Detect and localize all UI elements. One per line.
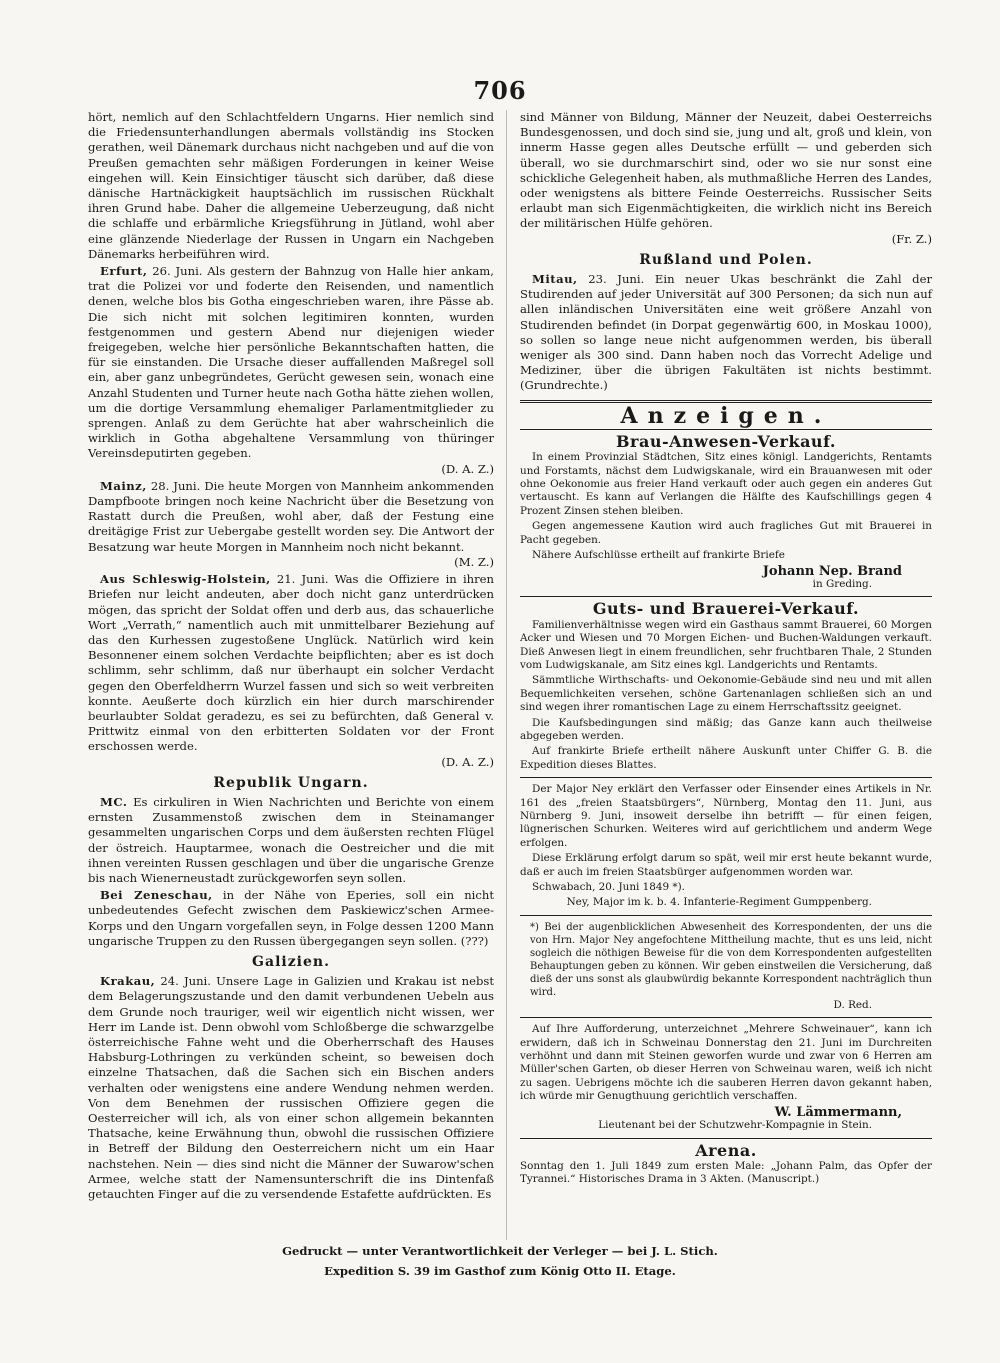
ad-signer: Johann Nep. Brand bbox=[762, 563, 902, 579]
article-erfurt-body: 26. Juni. Als gestern der Bahnzug von Halle hier ankam, trat die Polizei vor und foderte den Reisenden, und namentlich denen, welche blos bis Gotha eingeschrieben waren, ihre Pässe ab. Die sich nicht mit solchen legitimiren konnten, wurden festgenommen und gestern Abend nur diejenigen wieder freigegeben, welche hier persönliche Bekanntschaften hatten, die für sie einstanden. Die Ursache dieser auffallenden Maßregel soll ein, aber ganz unbegründetes, Gerücht gewesen sein, wonach eine Anzahl Studenten und Turner heute nach Gotha hätte ziehen wollen, um die dortige Versammlung ehemaliger Parlamentmitglieder zu sprengen. Anlaß zu dem Gerüchte hat aber wahrscheinlich die wirklich in Gotha abgehaltene Versammlung von thüringer Vereinsdeputirten gegeben. bbox=[88, 264, 494, 461]
column-divider bbox=[506, 110, 507, 1240]
divider bbox=[520, 915, 932, 916]
section-heading-ungarn: Republik Ungarn. bbox=[213, 774, 369, 791]
article-mc-body: Es cirkuliren in Wien Nachrichten und Berichte von einem ernsten Zusammenstoß zwischen dem in Steinamanger gesammelten ungarischen Corps und dem äußersten rechten Flügel der östreich. Hauptarmee, wonach die Oestreicher und die mit ihnen vereinten Russen geschlagen und über die ungarische Grenze bis nach Wienerneustadt zurückgeworfen seyn sollen. bbox=[88, 794, 494, 885]
article-mainz bbox=[88, 479, 494, 570]
ad-guts-brauerei bbox=[520, 599, 932, 772]
ad-text: In einem Provinzial Städtchen, Sitz eines königl. Landgerichts, Rentamts und Forstamts, nächst dem Ludwigskanale, wird ein Brauanwesen mit oder ohne Oekonomie aus freier Hand verkauft oder auch gegen ein anderes Gut vertauscht. Es kann auf Verlangen die Hälfte des Kaufschillings gegen 4 Prozent Zinsen stehen bleiben. bbox=[520, 451, 932, 517]
section-heading-galizien: Galizien. bbox=[252, 953, 330, 970]
ad-text: Gegen angemessene Kaution wird auch fragliches Gut mit Brauerei in Pacht gegeben. bbox=[520, 520, 932, 546]
ads-title: Anzeigen. bbox=[620, 402, 832, 429]
ad-text: Auf Ihre Aufforderung, unterzeichnet „Mehrere Schweinauer“, kann ich erwidern, daß ich in Schweinau Donnerstag den 21. Juni im Durchreiten verhöhnt und dann mit Steinen geworfen wurde und zwar von 6 Herren am Müller'schen Garten, ob dieser Herren von Schweinau waren, weiß ich nicht zu sagen. Uebrigens möchte ich die sauberen Herren davon gekannt haben, ich würde mir Genugthuung gerichtlich verschaffen. bbox=[520, 1023, 932, 1103]
footnote: *) Bei der augenblicklichen Abwesenheit des Korrespondenten, der uns die von Hrn. Major Ney angefochtene Mittheilung machte, thut es uns leid, nicht sogleich die nöthigen Beweise für die von dem Korrespondenten aufgestellten Behauptungen geben zu können. Wir geben einstweilen die Versicherung, daß dieß der uns sonst als glaubwürdig bekannte Korrespondent nachträglich thun wird. bbox=[530, 921, 932, 998]
article-schleswig bbox=[88, 572, 494, 770]
ad-signer: W. Lämmermann, bbox=[774, 1104, 902, 1120]
source-mainz: (M. Z.) bbox=[454, 554, 494, 569]
article-zeneschau bbox=[88, 888, 494, 949]
ad-text: Sonntag den 1. Juli 1849 zum ersten Male: „Johann Palm, das Opfer der Tyrannei.“ Historisches Drama in 3 Akten. (Manuscript.) bbox=[520, 1159, 932, 1186]
imprint-line: Gedruckt — unter Verantwortlichkeit der Verleger — bei J. L. Stich. bbox=[282, 1244, 718, 1258]
article-krakau-body: 24. Juni. Unsere Lage in Galizien und Krakau ist nebst dem Belagerungszustande und den damit verbundenen Uebeln aus dem Grunde noch trauriger, weil wir eigentlich nicht wissen, wer Herr im Lande ist. Denn obwohl vom Schloßberge die schwarzgelbe österreichische Fahne weht und die Oberherrschaft des Hauses Habsburg-Lothringen zu verkünden scheint, so beweisen doch einzelne Thatsachen, daß die Sachen sich ein Bischen anders verhalten oder wenigstens eine andere Wendung nehmen werden. Von dem Benehmen der russischen Offiziere gegen die Oesterreicher will ich, als von einer schon allgemein bekannten Thatsache, keine Erwähnung thun, obwohl die russischen Offiziere in Betreff der Bildung den Oesterreichern nicht um ein Haar nachstehen. Nein — dies sind nicht die Männer der Suwarow'schen Armee, welche statt der Namensunterschrift die ins Dintenfaß getauchten Finger auf die zu versendende Estafette aufdrückten. Es bbox=[88, 974, 494, 1202]
source-schleswig: (D. A. Z.) bbox=[441, 754, 494, 769]
ad-signer-role: Lieutenant bei der Schutzwehr-Kompagnie in Stein. bbox=[598, 1119, 872, 1132]
dateline-krakau: Krakau, bbox=[100, 974, 156, 989]
ad-text: Diese Erklärung erfolgt darum so spät, weil mir erst heute bekannt wurde, daß er auch im freien Staatsbürger aufgenommen worden war. bbox=[520, 852, 932, 878]
ad-brau-anwesen bbox=[520, 431, 932, 591]
ad-title: Arena. bbox=[695, 1140, 757, 1160]
ad-major-ney bbox=[520, 783, 932, 1012]
ad-text: Die Kaufsbedingungen sind mäßig; das Ganze kann auch theilweise abgegeben werden. bbox=[520, 716, 932, 742]
divider bbox=[520, 1017, 932, 1018]
dateline-erfurt: Erfurt, bbox=[100, 264, 148, 279]
section-heading-russland: Rußland und Polen. bbox=[639, 251, 813, 268]
ad-signer-place: in Greding. bbox=[812, 577, 872, 590]
dateline-schleswig: Aus Schleswig-Holstein, bbox=[100, 572, 271, 587]
article-krakau bbox=[88, 974, 494, 1202]
article-mainz-body: 28. Juni. Die heute Morgen von Mannheim ankommenden Dampfboote bringen noch keine Nachricht über die Besetzung von Rastatt durch die Preußen, wohl aber, daß der Festung eine dreitägige Frist zur Uebergabe gestellt worden sey. Die Antwort der Besatzung war heute Morgen in Mannheim noch nicht bekannt. bbox=[88, 478, 494, 554]
right-column bbox=[520, 110, 932, 1189]
article-continuation: hört, nemlich auf den Schlachtfeldern Ungarns. Hier nemlich sind die Friedensunterhandlungen abermals vollständig ins Stocken gerathen, weil Dänemark durchaus nicht nachgeben und auf die von Preußen gemachten sehr mäßigen Forderungen in keiner Weise eingehen will. Kein Einsichtiger täuscht sich darüber, daß diese dänische Hartnäckigkeit hauptsächlich im russischen Rückhalt ihren Grund habe. Daher die allgemeine Ueberzeugung, daß nicht die schlaffe und erbärmliche Kriegsführung in Jütland, wohl aber eine glänzende Niederlage der Russen in Ungarn ein Nachgeben Dänemarks herbeiführen wird. bbox=[88, 110, 494, 261]
article-zeneschau-body: in der Nähe von Eperies, soll ein nicht unbedeutendes Gefecht zwischen dem Paskiewicz'schen Armee-Korps und den Ungarn vorgefallen seyn, in Folge dessen 1200 Mann ungarische Truppen zu den Russen übergegangen seyn sollen. (???) bbox=[88, 888, 494, 948]
ad-text: Sämmtliche Wirthschafts- und Oekonomie-Gebäude sind neu und mit allen Bequemlichkeiten versehen, schöne Gartenanlagen schließen sich an und sind wegen ihrer romantischen Lage zu einem Herrschaftssitz geeignet. bbox=[520, 674, 932, 714]
ad-signer: Ney, Major im k. b. 4. Infanterie-Regiment Gumppenberg. bbox=[566, 896, 872, 909]
left-column bbox=[88, 110, 494, 1204]
ad-text: Auf frankirte Briefe ertheilt nähere Auskunft unter Chiffer G. B. die Expedition dieses Blattes. bbox=[520, 745, 932, 771]
article-mitau bbox=[520, 272, 932, 394]
dateline-zeneschau: Bei Zeneschau, bbox=[100, 888, 213, 903]
ad-text: Der Major Ney erklärt den Verfasser oder Einsender eines Artikels in Nr. 161 des „freien Staatsbürgers“, Nürnberg, Montag den 11. Juni, aus Nürnberg 9. Juni, insoweit derselbe ihn betrifft — für einen feigen, lügnerischen Schurken. Weiteres wird auf gerichtlichem und anderm Wege erfolgen. bbox=[520, 783, 932, 849]
ad-text: Familienverhältnisse wegen wird ein Gasthaus sammt Brauerei, 60 Morgen Acker und Wiesen und 70 Morgen Eichen- und Buchen-Waldungen verkauft. Dieß Anwesen liegt in einem freundlichen, sehr fruchtbaren Thale, 2 Stunden vom Ludwigskanale, am Sitz eines kgl. Landgerichts und Rentamts. bbox=[520, 618, 932, 671]
divider bbox=[520, 777, 932, 778]
divider bbox=[520, 429, 932, 430]
article-continuation-right-body: sind Männer von Bildung, Männer der Neuzeit, dabei Oesterreichs Bundesgenossen, und doch sind sie, jung und alt, groß und klein, von innerm Hasse gegen alles Deutsche erfüllt — und geberden sich überall, wo sie durchmarschirt sind, oder wo sie nur sonst eine schickliche Gelegenheit haben, als muthmaßliche Herren des Landes, oder wenigstens als bittere Feinde Oesterreichs. Russischer Seits erlaubt man sich Eigenmächtigkeiten, die wirklich nicht ins Bereich der militärischen Hülfe gehören. bbox=[520, 110, 932, 231]
article-mitau-body: 23. Juni. Ein neuer Ukas beschränkt die Zahl der Studirenden auf jeder Universität auf 300 Personen; da sich nun auf allen inländischen Universitäten eine weit größere Anzahl von Studirenden befindet (in Dorpat gegenwärtig 600, in Moskau 1000), so sollen so lange neue nicht aufgenommen werden, bis überall weniger als 300 sind. Dann haben noch das Vorrecht Adelige und Mediziner, über die übrigen Fakultäten ist nichts bestimmt. bbox=[520, 272, 932, 378]
ad-arena bbox=[520, 1140, 932, 1187]
footnote-signer: D. Red. bbox=[833, 998, 872, 1011]
divider bbox=[520, 596, 932, 597]
ad-place-date: Schwabach, 20. Juni 1849 *). bbox=[532, 881, 685, 894]
ad-title: Brau-Anwesen-Verkauf. bbox=[616, 431, 836, 451]
ad-title: Guts- und Brauerei-Verkauf. bbox=[592, 599, 860, 619]
article-continuation-right bbox=[520, 110, 932, 247]
article-schleswig-body: 21. Juni. Was die Offiziere in ihren Briefen nur leicht andeuten, aber doch nicht ganz unterdrücken mögen, das spricht der Soldat offen und derb aus, das schauerliche Wort „Verrath,“ namentlich auch mit unmittelbarer Beziehung auf das den Kurhessen zugestoßene Unglück. Natürlich wird kein Besonnener einem solchen Verdachte beipflichten; aber es ist doch schlimm, sehr schlimm, daß nur überhaupt ein solcher Verdacht gegen den Oberfeldherrn Wurzel fassen und sich so weit verbreiten konnte. Aeußerte doch kürzlich ein hier durch marschirender beurlaubter Soldat geradezu, es sei zu befürchten, daß General v. Prittwitz einmal von den erbitterten Soldaten vor der Front erschossen werde. bbox=[88, 572, 494, 754]
article-erfurt bbox=[88, 264, 494, 477]
source-mitau: (Grundrechte.) bbox=[520, 378, 608, 393]
ad-laemmermann bbox=[520, 1023, 932, 1132]
ad-text: Nähere Aufschlüsse ertheilt auf frankirte Briefe bbox=[532, 549, 785, 562]
article-mc bbox=[88, 795, 494, 886]
source-frz: (Fr. Z.) bbox=[891, 231, 932, 246]
dateline-mc: MC. bbox=[100, 794, 128, 809]
dateline-mainz: Mainz, bbox=[100, 478, 147, 493]
divider bbox=[520, 1138, 932, 1139]
dateline-mitau: Mitau, bbox=[532, 272, 578, 287]
page-number: 706 bbox=[473, 76, 527, 105]
expedition-line: Expedition S. 39 im Gasthof zum König Otto II. Etage. bbox=[324, 1264, 676, 1278]
source-erfurt: (D. A. Z.) bbox=[441, 461, 494, 476]
